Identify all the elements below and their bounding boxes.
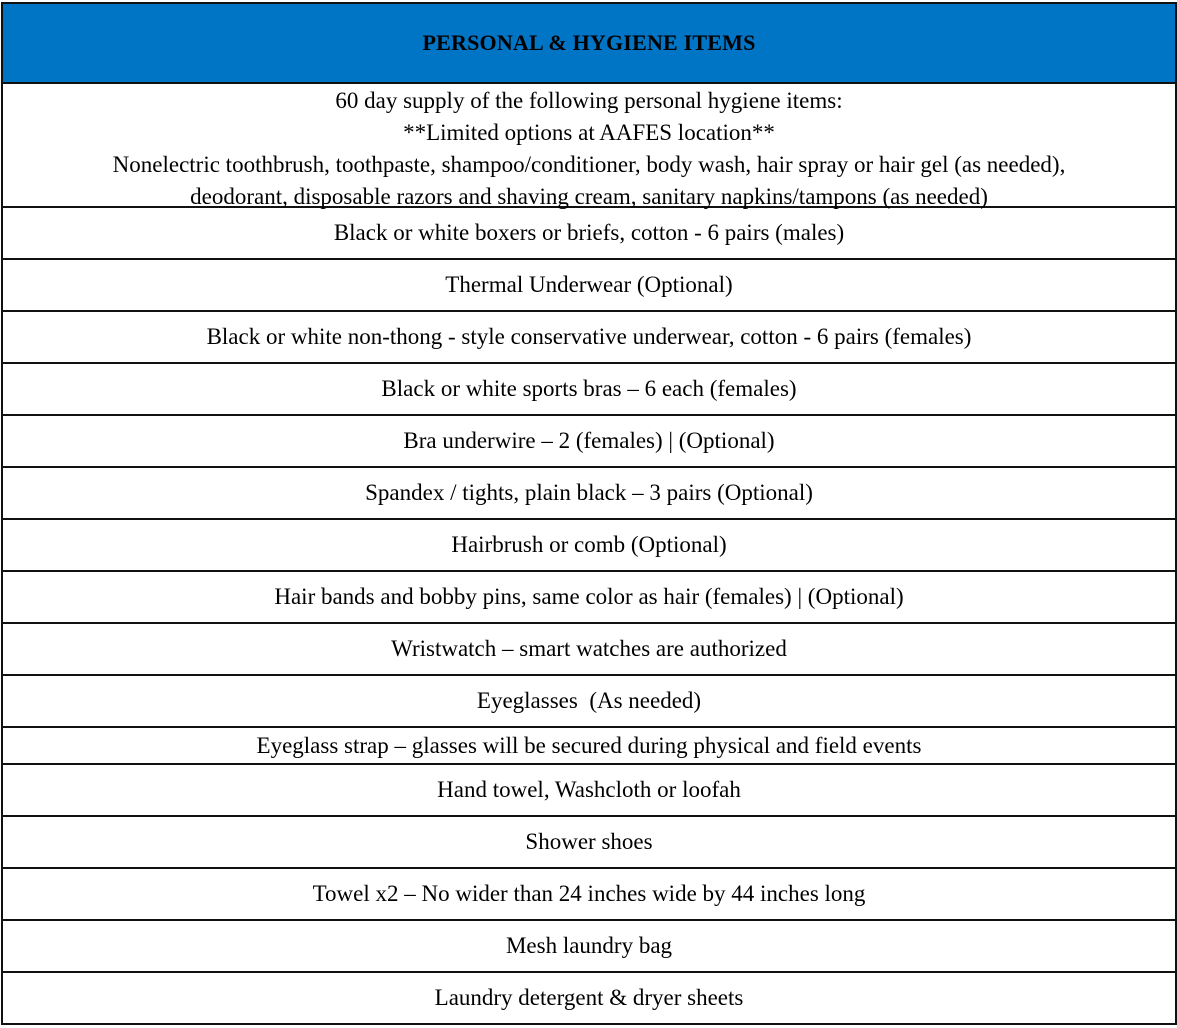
item-text: Black or white non-thong - style conservative underwear, cotton - 6 pairs (females) <box>206 324 972 349</box>
table-row <box>3 869 1175 921</box>
item-text: Eyeglasses (As needed) <box>476 688 702 713</box>
item-text: Mesh laundry bag <box>505 933 673 958</box>
item-text: Towel x2 – No wider than 24 inches wide by 44 inches long <box>312 881 866 906</box>
table-row <box>3 520 1175 572</box>
item-text: Black or white boxers or briefs, cotton - 6 pairs (males) <box>333 220 845 245</box>
item-text: Hand towel, Washcloth or loofah <box>437 777 741 802</box>
table-row <box>3 416 1175 468</box>
item-text: Hair bands and bobby pins, same color as hair (females) | (Optional) <box>274 584 904 609</box>
item-text: Spandex / tights, plain black – 3 pairs (Optional) <box>365 480 813 505</box>
table-row <box>3 260 1175 312</box>
intro-line: **Limited options at AAFES location** <box>403 120 775 145</box>
table-row <box>3 572 1175 624</box>
table-row <box>3 208 1175 260</box>
hygiene-items-table <box>1 2 1177 1025</box>
table-row <box>3 364 1175 416</box>
table-row <box>3 468 1175 520</box>
table-title: PERSONAL & HYGIENE ITEMS <box>422 30 756 55</box>
item-text: Wristwatch – smart watches are authorized <box>391 636 787 661</box>
table-row <box>3 765 1175 817</box>
table-header <box>3 4 1175 84</box>
item-text: Hairbrush or comb (Optional) <box>451 532 727 557</box>
intro-line: deodorant, disposable razors and shaving cream, sanitary napkins/tampons (as needed) <box>190 184 988 209</box>
item-text: Shower shoes <box>525 829 653 854</box>
intro-cell <box>3 84 1175 208</box>
table-row <box>3 312 1175 364</box>
table-row <box>3 973 1175 1025</box>
item-text: Thermal Underwear (Optional) <box>445 272 733 297</box>
table-row <box>3 921 1175 973</box>
intro-line: 60 day supply of the following personal hygiene items: <box>335 88 843 113</box>
item-text: Bra underwire – 2 (females) | (Optional) <box>403 428 775 453</box>
table-row <box>3 624 1175 676</box>
intro-line: Nonelectric toothbrush, toothpaste, shampoo/conditioner, body wash, hair spray or hair gel (as needed), <box>112 152 1066 177</box>
table-row <box>3 728 1175 765</box>
item-text: Eyeglass strap – glasses will be secured during physical and field events <box>256 732 922 758</box>
table-row <box>3 817 1175 869</box>
table-row <box>3 676 1175 728</box>
item-text: Black or white sports bras – 6 each (females) <box>381 376 797 401</box>
item-text: Laundry detergent & dryer sheets <box>434 985 744 1010</box>
